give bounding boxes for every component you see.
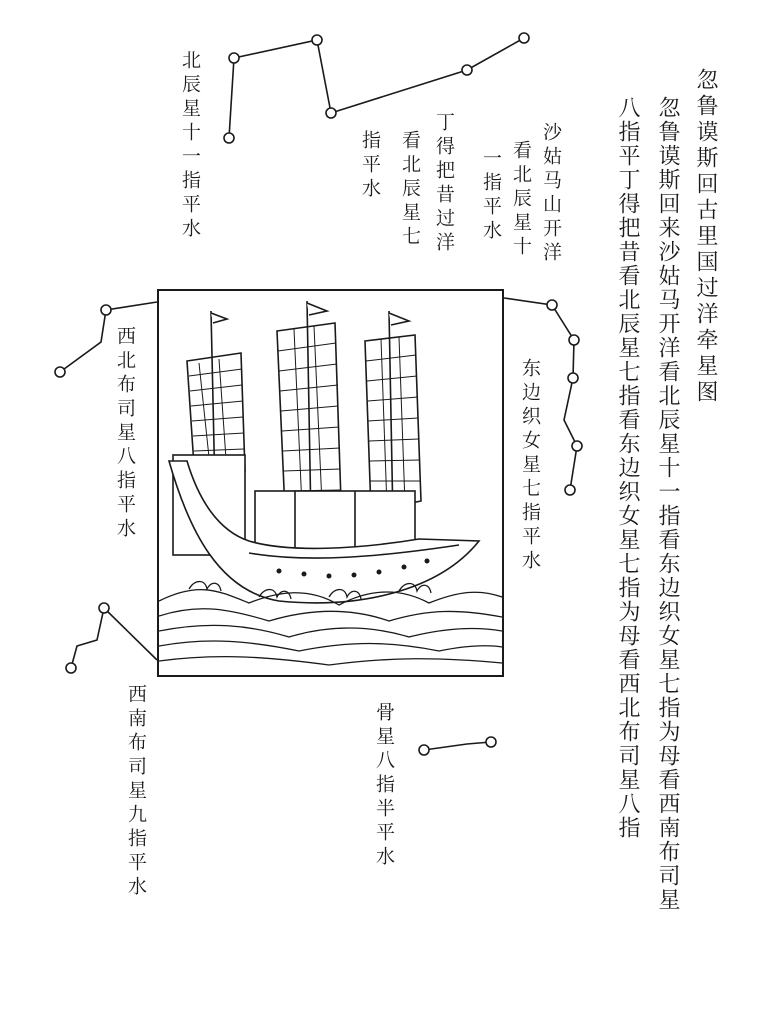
star xyxy=(326,108,336,118)
star xyxy=(229,53,239,63)
label-dingde-line-1: 丁得把昔过洋 xyxy=(433,112,455,256)
main-text-column-1: 忽鲁谟斯回来沙姑马开洋看北辰星十一指看东边织女星七指为母看西南布司星 xyxy=(655,96,680,912)
chart-title: 忽鲁谟斯回古里国过洋牵星图 xyxy=(693,68,718,406)
label-shagu-line-3: 一指平水 xyxy=(480,148,502,244)
main-text-column-2: 八指平丁得把昔看北辰星七指看东边织女星七指为母看西北布司星八指 xyxy=(615,96,640,840)
star xyxy=(568,373,578,383)
star xyxy=(99,603,109,613)
label-dingde-line-3: 指平水 xyxy=(359,130,381,202)
southwest-constellation xyxy=(71,608,157,668)
star xyxy=(547,300,557,310)
star xyxy=(224,133,234,143)
label-southwest-star: 西南布司星九指平水 xyxy=(125,684,147,900)
star xyxy=(101,305,111,315)
label-bottom-star: 骨星八指半平水 xyxy=(373,702,395,870)
ship-illustration xyxy=(157,289,504,677)
label-shagu-line-1: 沙姑马山开洋 xyxy=(540,122,562,266)
junk-ship-drawing xyxy=(159,291,502,675)
north-constellation xyxy=(229,38,524,138)
star xyxy=(66,663,76,673)
bottom-constellation xyxy=(424,742,491,750)
star xyxy=(462,65,472,75)
label-dingde-line-2: 看北辰星七 xyxy=(399,130,421,250)
star xyxy=(519,33,529,43)
star xyxy=(486,737,496,747)
star xyxy=(312,35,322,45)
label-northwest-star: 西北布司星八指平水 xyxy=(114,326,136,542)
star xyxy=(572,441,582,451)
star xyxy=(565,485,575,495)
star xyxy=(419,745,429,755)
label-east-vega: 东边织女星七指平水 xyxy=(519,358,541,574)
star xyxy=(569,335,579,345)
star xyxy=(55,367,65,377)
label-shagu-line-2: 看北辰星十 xyxy=(510,140,532,260)
label-north-star-eleven: 北辰星十一指平水 xyxy=(179,50,201,242)
